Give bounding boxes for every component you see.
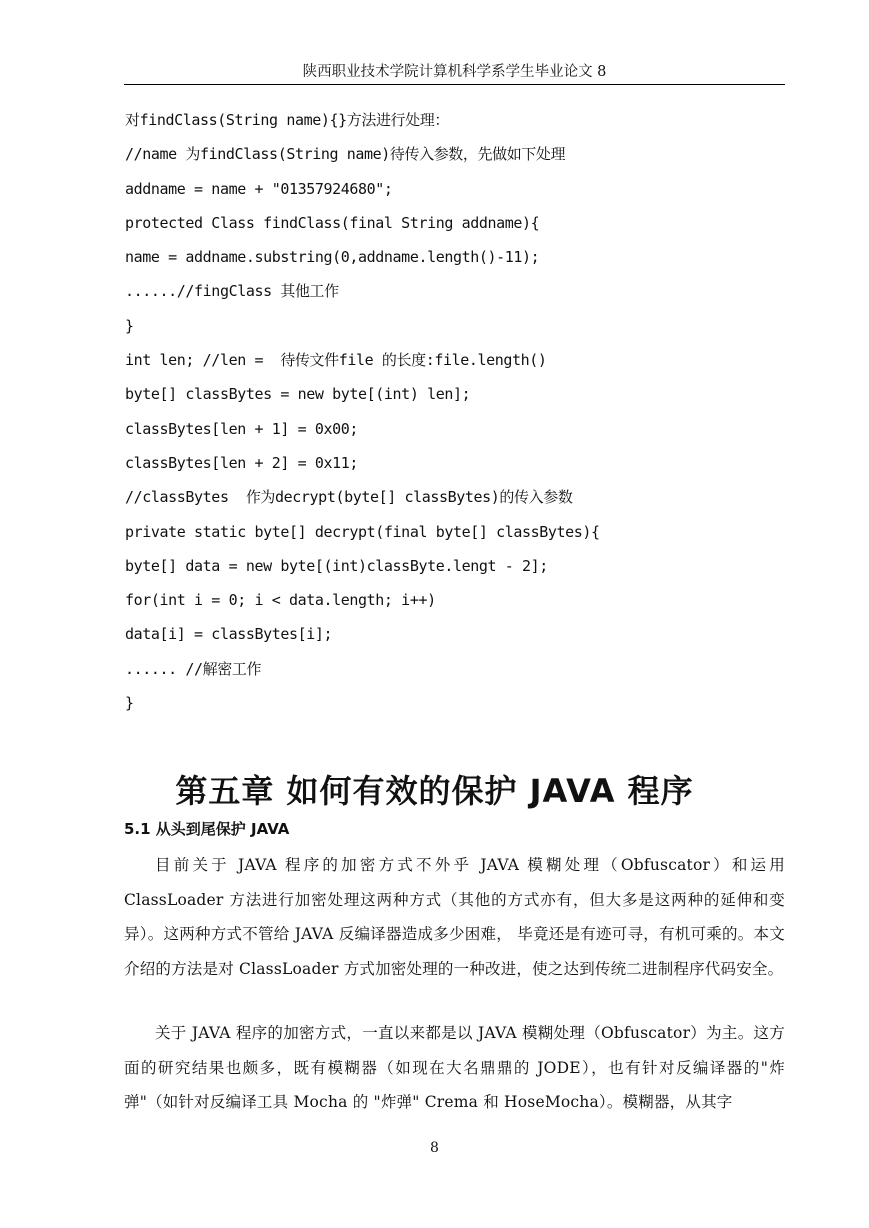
page-number: 8: [430, 1140, 439, 1156]
code-line: classBytes[len + 1] = 0x00;: [125, 419, 359, 438]
code-line: for(int i = 0; i < data.length; i++): [125, 591, 436, 610]
chapter-title: 第五章 如何有效的保护 JAVA 程序: [175, 772, 694, 810]
code-line: data[i] = classBytes[i];: [125, 625, 333, 644]
body-paragraph: 关于 JAVA 程序的加密方式，一直以来都是以 JAVA 模糊处理（Obfuscator）为主。这方面的研究结果也颇多，既有模糊器（如现在大名鼎鼎的 JODE），也有针对反编译器的"炸弹"（如针对反编译工具 Mocha 的 "炸弹" Crema 和 HoseMocha）。模糊器，从其字: [124, 1024, 785, 1112]
code-line: }: [125, 694, 134, 713]
page-header: 陕西职业技术学院计算机科学系学生毕业论文 8: [302, 64, 607, 80]
code-line: addname = name + "01357924680";: [125, 179, 393, 198]
code-line: name = addname.substring(0,addname.length()-11);: [125, 248, 540, 267]
code-line: byte[] classBytes = new byte[(int) len];: [125, 385, 471, 404]
code-block: [125, 108, 805, 725]
header-rule: [124, 84, 785, 85]
code-line: protected Class findClass(final String addname){: [125, 213, 540, 232]
code-line: private static byte[] decrypt(final byte[] classBytes){: [125, 522, 600, 541]
code-line: }: [125, 316, 134, 335]
code-line: classBytes[len + 2] = 0x11;: [125, 453, 359, 472]
code-line: ......//fingClass 其他工作: [125, 282, 339, 301]
code-line: int len; //len = 待传文件file 的长度:file.length(): [125, 351, 547, 370]
body-paragraph: 目前关于 JAVA 程序的加密方式不外乎 JAVA 模糊处理（Obfuscator）和运用 ClassLoader 方法进行加密处理这两种方式（其他的方式亦有，但大多是这两种的延伸和变异）。这两种方式不管给 JAVA 反编译器造成多少困难， 毕竟还是有迹可寻，有机可乘的。本文介绍的方法是对 ClassLoader 方式加密处理的一种改进，使之达到传统二进制程序代码安全。: [124, 856, 785, 979]
code-line: ...... //解密工作: [125, 659, 262, 678]
code-line: //classBytes 作为decrypt(byte[] classBytes)的传入参数: [125, 488, 573, 507]
code-line: 对findClass(String name){}方法进行处理：: [125, 111, 449, 129]
code-line: //name 为findClass(String name)待传入参数，先做如下处理: [125, 145, 566, 164]
code-line: byte[] data = new byte[(int)classByte.lengt - 2];: [125, 556, 548, 575]
section-heading: 5.1 从头到尾保护 JAVA: [124, 820, 290, 838]
